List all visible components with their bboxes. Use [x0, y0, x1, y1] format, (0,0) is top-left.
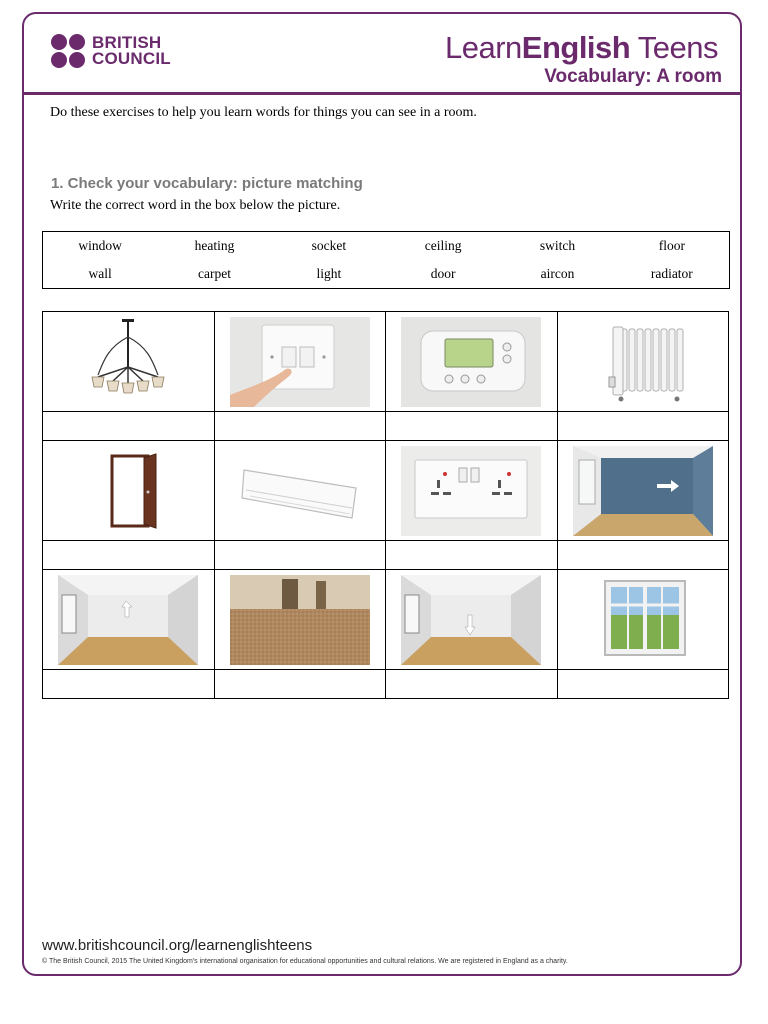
worksheet-topic: Vocabulary: A room	[544, 66, 722, 87]
air-conditioner-icon	[230, 446, 370, 536]
room-ceiling-arrow-icon	[58, 575, 198, 665]
exercise-instruction: Write the correct word in the box below the picture.	[50, 198, 341, 213]
word-bank-item: heating	[194, 238, 235, 253]
word-bank-item: window	[78, 238, 122, 253]
answer-box[interactable]	[43, 412, 215, 441]
word-bank-item: carpet	[198, 266, 231, 281]
picture-matching-grid	[42, 311, 729, 699]
picture-cell	[43, 441, 215, 541]
answer-box[interactable]	[557, 670, 729, 699]
logo-text-line1: BRITISH	[92, 33, 162, 52]
exercise-title: 1. Check your vocabulary: picture matching	[51, 175, 363, 192]
door-icon	[58, 446, 198, 536]
word-bank-item: light	[316, 266, 342, 281]
word-bank-item: wall	[88, 266, 112, 281]
word-bank-item: floor	[658, 238, 685, 253]
logo-text-line2: COUNCIL	[92, 49, 171, 68]
footer-copyright: © The British Council, 2015 The United Kingdom's international organisation for educational opportunities and cultural relations. We are registered in England as a charity.	[42, 958, 568, 965]
chandelier-icon	[58, 317, 198, 407]
picture-cell	[557, 441, 729, 541]
answer-box[interactable]	[214, 670, 386, 699]
carpet-icon	[230, 575, 370, 665]
answer-box[interactable]	[386, 412, 558, 441]
intro-text: Do these exercises to help you learn words for things you can see in a room.	[50, 105, 477, 120]
picture-cell	[386, 570, 558, 670]
word-bank-item: socket	[311, 238, 347, 253]
answer-box[interactable]	[43, 541, 215, 570]
picture-cell	[43, 570, 215, 670]
logo-dots-icon	[51, 34, 85, 68]
plug-socket-icon	[401, 446, 541, 536]
british-council-logo	[51, 34, 171, 68]
picture-cell	[43, 312, 215, 412]
answer-box[interactable]	[557, 541, 729, 570]
picture-cell	[214, 312, 386, 412]
picture-cell	[386, 441, 558, 541]
answer-box[interactable]	[214, 412, 386, 441]
footer-url[interactable]: www.britishcouncil.org/learnenglishteens	[42, 937, 313, 954]
word-bank-item: aircon	[540, 266, 575, 281]
picture-cell	[214, 570, 386, 670]
learnenglish-teens-logo: LearnEnglish Teens	[444, 30, 718, 65]
word-bank	[42, 231, 730, 289]
word-bank-item: radiator	[650, 266, 693, 281]
picture-cell	[386, 312, 558, 412]
light-switch-icon	[230, 317, 370, 407]
room-floor-arrow-icon	[401, 575, 541, 665]
answer-box[interactable]	[43, 670, 215, 699]
answer-box[interactable]	[386, 541, 558, 570]
header-divider	[22, 92, 742, 95]
room-wall-arrow-icon	[573, 446, 713, 536]
word-bank-item: ceiling	[424, 238, 462, 253]
answer-box[interactable]	[557, 412, 729, 441]
answer-box[interactable]	[386, 670, 558, 699]
word-bank-item: switch	[539, 238, 576, 253]
window-icon	[573, 575, 713, 665]
picture-cell	[214, 441, 386, 541]
picture-cell	[557, 570, 729, 670]
picture-cell	[557, 312, 729, 412]
thermostat-icon	[401, 317, 541, 407]
radiator-icon	[573, 317, 713, 407]
answer-box[interactable]	[214, 541, 386, 570]
word-bank-item: door	[430, 266, 456, 281]
